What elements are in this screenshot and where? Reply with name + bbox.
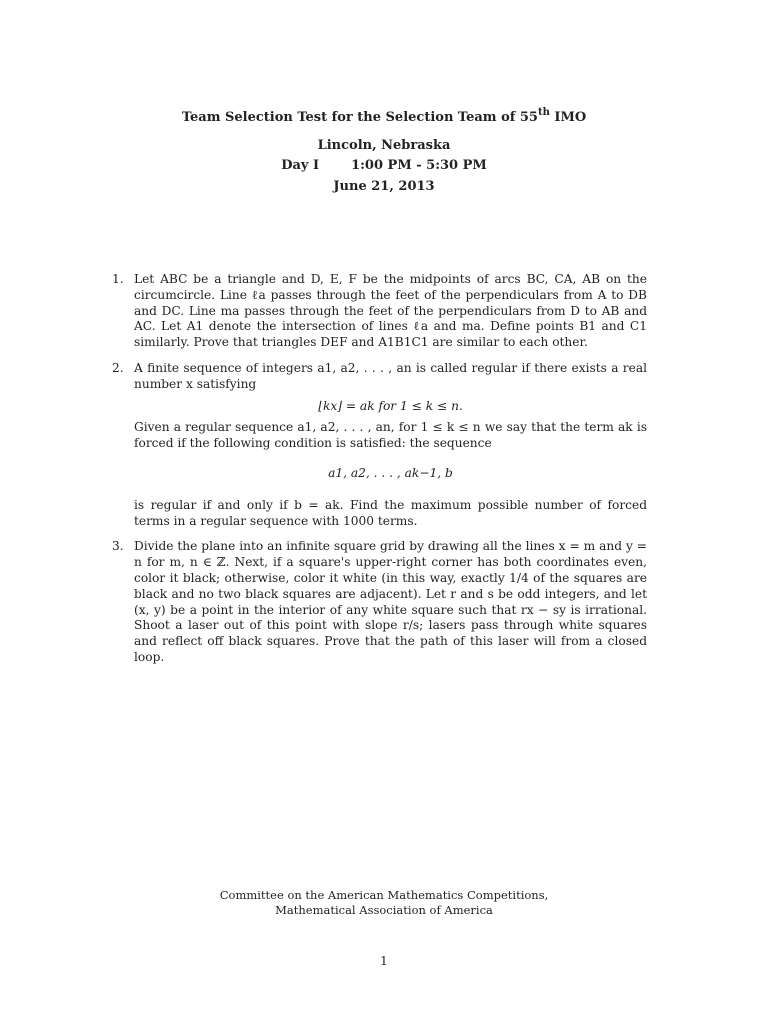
problem-intro: A finite sequence of integers a1, a2, . . . , an is called regular if there exists a real number x satisfying bbox=[134, 360, 647, 391]
problem-text: Let ABC be a triangle and D, E, F be the midpoints of arcs BC, CA, AB on the circumcircle. Line ℓa passes through the feet of the perpendiculars from A to DB and DC. Line ma passes through the feet of the perpendiculars from D to AB and AC. Let A1 denote the intersection of lines ℓa and ma. Define points B1 and C1 similarly. Prove that triangles DEF and A1B1C1 are similar to each other. bbox=[134, 272, 647, 350]
day-time-line bbox=[0, 156, 768, 176]
problem-number: 3. bbox=[112, 539, 124, 554]
footer-committee: Committee on the American Mathematics Competitions, bbox=[219, 888, 549, 902]
display-formula: a1, a2, . . . , ak−1, b bbox=[328, 465, 453, 480]
date: June 21, 2013 bbox=[333, 179, 435, 194]
problem-3 bbox=[112, 539, 647, 665]
footer-association: Mathematical Association of America bbox=[275, 903, 493, 917]
problem-2 bbox=[112, 361, 647, 529]
display-formula: ⌊kx⌋ = ak for 1 ≤ k ≤ n. bbox=[318, 398, 463, 413]
time-range: 1:00 PM - 5:30 PM bbox=[351, 158, 487, 173]
title-suffix: IMO bbox=[549, 110, 587, 125]
problem-body bbox=[134, 361, 647, 529]
day-label: Day I bbox=[281, 158, 320, 173]
page-number: 1 bbox=[380, 954, 388, 968]
problem-1 bbox=[112, 272, 647, 351]
problem-end: is regular if and only if b = ak. Find the maximum possible number of forced terms in a regular sequence with 1000 terms. bbox=[134, 497, 647, 528]
title-prefix: Team Selection Test for the Selection Team of 55 bbox=[181, 110, 538, 125]
title-superscript: th bbox=[537, 107, 550, 118]
problem-number: 1. bbox=[112, 272, 124, 286]
problem-middle: Given a regular sequence a1, a2, . . . , an, for 1 ≤ k ≤ n we say that the term ak is forced if the following condition is satisfied: the sequence bbox=[134, 420, 647, 451]
location: Lincoln, Nebraska bbox=[317, 138, 451, 153]
problem-text: Divide the plane into an infinite square grid by drawing all the lines x = m and y = n for m, n ∈ ℤ. Next, if a square's upper-right corner has both coordinates even, color it black; otherwise, color it white (in this way, exactly 1/4 of the squares are black and no two black squares are adjacent). Let r and s be odd integers, and let (x, y) be a point in the interior of any white square such that rx − sy is irrational. Shoot a laser out of this point with slope r/s; lasers pass through white squares and reflect off black squares. Prove that the path of this laser will from a closed loop. bbox=[134, 539, 647, 664]
problem-number: 2. bbox=[112, 360, 124, 375]
page-title bbox=[0, 108, 768, 128]
problem-list bbox=[112, 272, 647, 676]
